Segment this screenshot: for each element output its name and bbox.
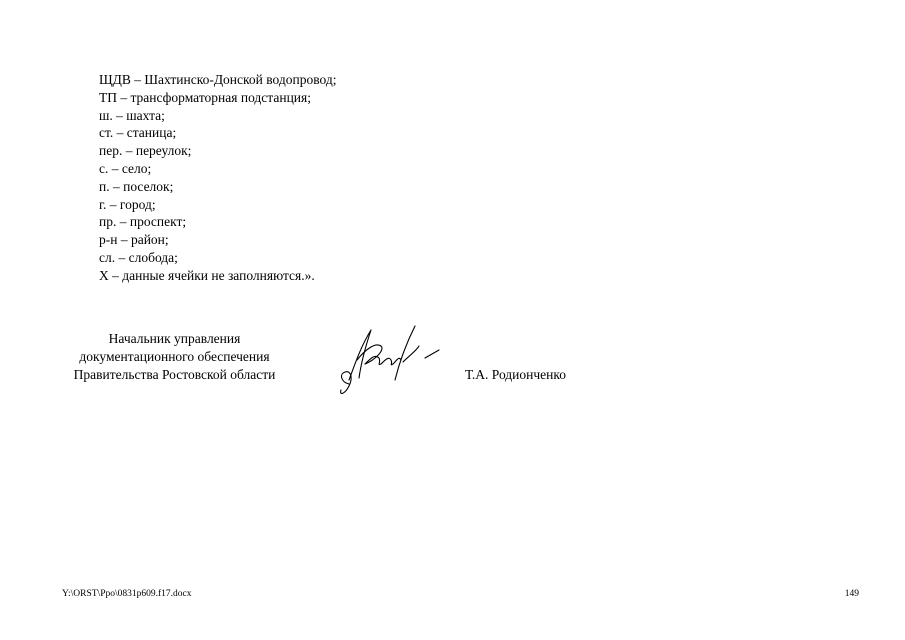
footer-file-path: Y:\ORST\Ppo\0831p609.f17.docx (62, 589, 192, 599)
signer-name: Т.А. Родионченко (465, 367, 566, 382)
page-number: 149 (844, 589, 859, 599)
handwritten-signature (335, 320, 445, 400)
abbreviation-list (99, 71, 336, 285)
abbreviation-item: ЩДВ – Шахтинско-Донской водопровод; (99, 72, 337, 87)
signatory-title-line: Правительства Ростовской области (73, 366, 276, 382)
abbreviation-item: р-н – район; (99, 232, 169, 248)
abbreviation-item: ТП – трансформаторная подстанция; (99, 89, 311, 105)
signatory-title-line: документационного обеспечения (79, 348, 270, 364)
abbreviation-item: г. – город; (99, 196, 156, 212)
abbreviation-item: пер. – переулок; (99, 143, 192, 159)
abbreviation-item: ст. – станица; (99, 125, 177, 141)
abbreviation-item: пр. – проспект; (99, 214, 187, 230)
abbreviation-item: с. – село; (99, 160, 152, 176)
abbreviation-item: Х – данные ячейки не заполняются.». (99, 267, 315, 283)
signatory-title-line: Начальник управления (108, 331, 241, 346)
signatory-title (62, 330, 287, 383)
abbreviation-item: п. – поселок; (99, 178, 174, 194)
abbreviation-item: сл. – слобода; (99, 249, 178, 265)
abbreviation-item: ш. – шахта; (99, 107, 165, 123)
